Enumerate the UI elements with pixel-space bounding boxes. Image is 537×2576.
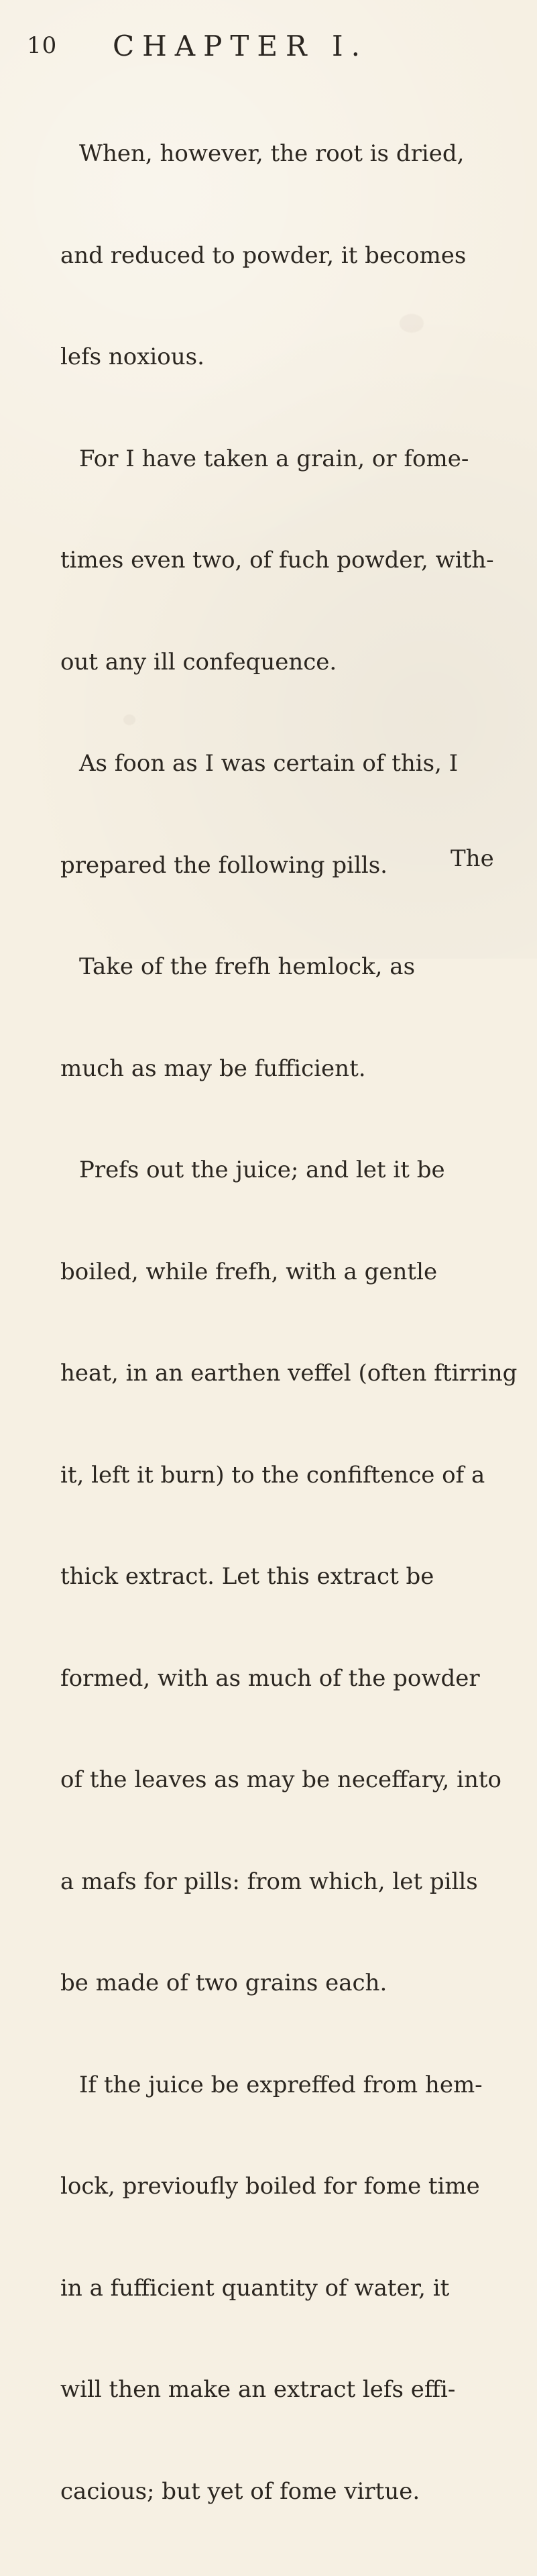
- text-line: As foon as I was certain of this, I: [79, 750, 459, 777]
- text-line: much as may be fufficient.: [60, 1055, 366, 1082]
- page-text: [60, 69, 530, 2576]
- text-line: it, left it burn) to the confiftence of a: [60, 1461, 485, 1489]
- text-line: boiled, while frefh, with a gentle: [60, 1258, 438, 1285]
- text-line: For I have taken a grain, or fome-: [79, 445, 469, 472]
- text-line: Prefs out the juice; and let it be: [79, 1157, 445, 1183]
- text-line: cacious; but yet of fome virtue.: [60, 2477, 420, 2505]
- text-line: When, however, the root is dried,: [79, 140, 465, 167]
- page-header: [27, 25, 510, 66]
- text-line: will then make an extract lefs effi-: [60, 2376, 456, 2403]
- text-line: prepared the following pills.: [60, 851, 387, 879]
- text-line: heat, in an earthen veffel (often ftirring: [60, 1360, 518, 1387]
- chapter-title: CHAPTER I.: [113, 29, 368, 62]
- text-line: formed, with as much of the powder: [60, 1664, 480, 1692]
- text-line: If the juice be expreffed from hem-: [79, 2071, 483, 2098]
- text-line: lefs noxious.: [60, 343, 204, 370]
- text-line: Take of the frefh hemlock, as: [79, 953, 416, 980]
- text-line: thick extract. Let this extract be: [60, 1563, 434, 1590]
- text-line: of the leaves as may be neceffary, into: [60, 1766, 502, 1793]
- text-line: in a fufficient quantity of water, it: [60, 2274, 450, 2302]
- text-line: out any ill confequence.: [60, 648, 337, 676]
- text-line: be made of two grains each.: [60, 1970, 387, 1996]
- text-line: lock, previoufly boiled for fome time: [60, 2173, 480, 2200]
- text-line: and reduced to powder, it becomes: [60, 241, 467, 269]
- text-line: a mafs for pills: from which, let pills: [60, 1868, 478, 1895]
- text-line: times even two, of fuch powder, with-: [60, 547, 494, 574]
- page-number: 10: [27, 32, 58, 59]
- catchword: The: [451, 845, 494, 872]
